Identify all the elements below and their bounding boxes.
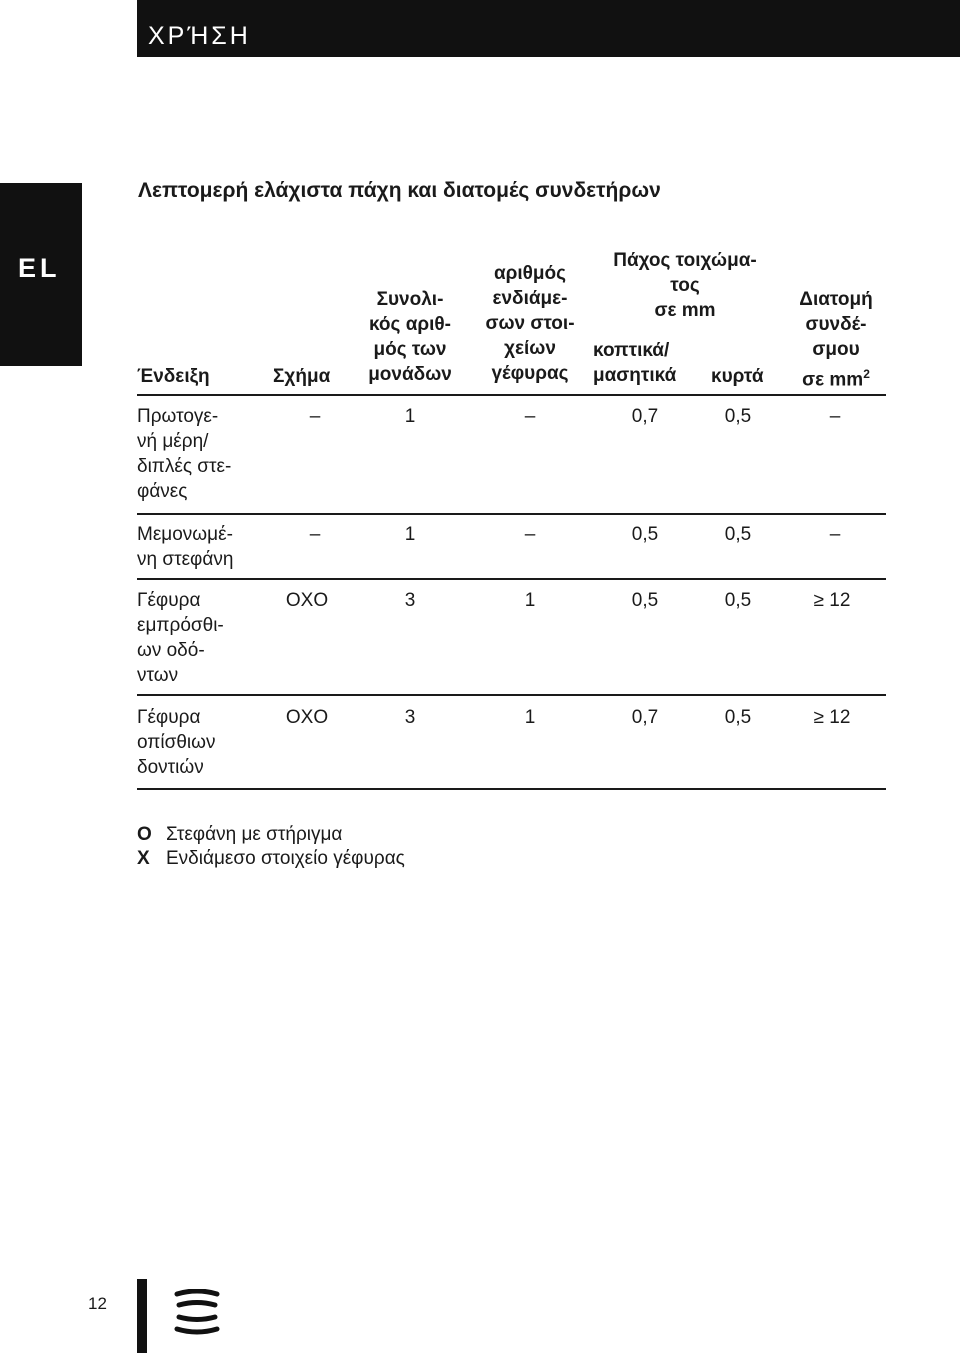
header-bar bbox=[137, 0, 960, 57]
row-2-divider bbox=[137, 578, 886, 580]
row-1-units: 1 bbox=[404, 406, 416, 427]
legend-text-pontic: Ενδιάμεσο στοιχείο γέφυρας bbox=[166, 848, 405, 869]
header-incisors: κοπτικά/ μασητικά bbox=[593, 340, 677, 386]
row-2-units: 1 bbox=[404, 524, 416, 545]
row-3-divider bbox=[137, 694, 886, 696]
row-1-connector: – bbox=[829, 406, 841, 427]
row-3-indication: Γέφυρα εμπρόσθι- ων οδό- ντων bbox=[137, 590, 224, 686]
header-pontics: αριθμός ενδιάμε- σων στοι- χείων γέφυρας bbox=[485, 263, 575, 384]
row-2-indication: Μεμονωμέ- νη στεφάνη bbox=[137, 524, 234, 570]
row-1-pontics: – bbox=[524, 406, 536, 427]
row-4-pontics: 1 bbox=[524, 707, 536, 728]
row-3-canine: 0,5 bbox=[724, 590, 752, 611]
row-3-connector: ≥ 12 bbox=[813, 590, 851, 611]
row-1-shape: – bbox=[309, 406, 321, 427]
header-total-units: Συνολι- κός αριθ- μός των μονάδων bbox=[368, 289, 452, 385]
legend-text-crown: Στεφάνη με στήριγμα bbox=[166, 824, 343, 845]
language-tab-label: EL bbox=[18, 253, 61, 283]
row-3-incisal: 0,5 bbox=[631, 590, 659, 611]
row-4-shape: ΟΧΟ bbox=[285, 707, 329, 728]
header-shape: Σχήμα bbox=[273, 366, 331, 387]
row-2-pontics: – bbox=[524, 524, 536, 545]
row-2-shape: – bbox=[309, 524, 321, 545]
page-number: 12 bbox=[88, 1294, 107, 1313]
row-4-indication: Γέφυρα οπίσθιων δοντιών bbox=[137, 707, 216, 778]
row-1-indication: Πρωτογε- νή μέρη/ διπλές στε- φάνες bbox=[137, 406, 232, 502]
footer-bar bbox=[137, 1279, 147, 1353]
table-bottom-rule bbox=[137, 788, 886, 790]
table-header-rule bbox=[137, 394, 886, 396]
header-indication: Ένδειξη bbox=[137, 366, 210, 387]
row-4-connector: ≥ 12 bbox=[813, 707, 851, 728]
legend-key-crown: Ο bbox=[137, 824, 152, 845]
row-3-units: 3 bbox=[404, 590, 416, 611]
row-4-incisal: 0,7 bbox=[631, 707, 659, 728]
header-title: ΧΡΉΣΗ bbox=[148, 22, 251, 50]
row-3-shape: ΟΧΟ bbox=[285, 590, 329, 611]
row-1-incisal: 0,7 bbox=[631, 406, 659, 427]
header-connector: Διατομή συνδέ- σμου σε $mm^2$ bbox=[799, 289, 873, 391]
row-4-canine: 0,5 bbox=[724, 707, 752, 728]
row-3-pontics: 1 bbox=[524, 590, 536, 611]
row-1-canine: 0,5 bbox=[724, 406, 752, 427]
row-2-canine: 0,5 bbox=[724, 524, 752, 545]
row-2-connector: – bbox=[829, 524, 841, 545]
header-canines: κυρτά bbox=[711, 366, 764, 387]
brand-logo-icon bbox=[173, 1289, 221, 1342]
legend-key-pontic: Χ bbox=[137, 848, 150, 869]
row-4-units: 3 bbox=[404, 707, 416, 728]
header-wall-thickness: Πάχος τοιχώμα- τος σε mm bbox=[613, 250, 757, 321]
section-title: Λεπτομερή ελάχιστα πάχη και διατομές συνδετήρων bbox=[138, 179, 661, 202]
row-2-incisal: 0,5 bbox=[631, 524, 659, 545]
row-1-divider bbox=[137, 513, 886, 515]
